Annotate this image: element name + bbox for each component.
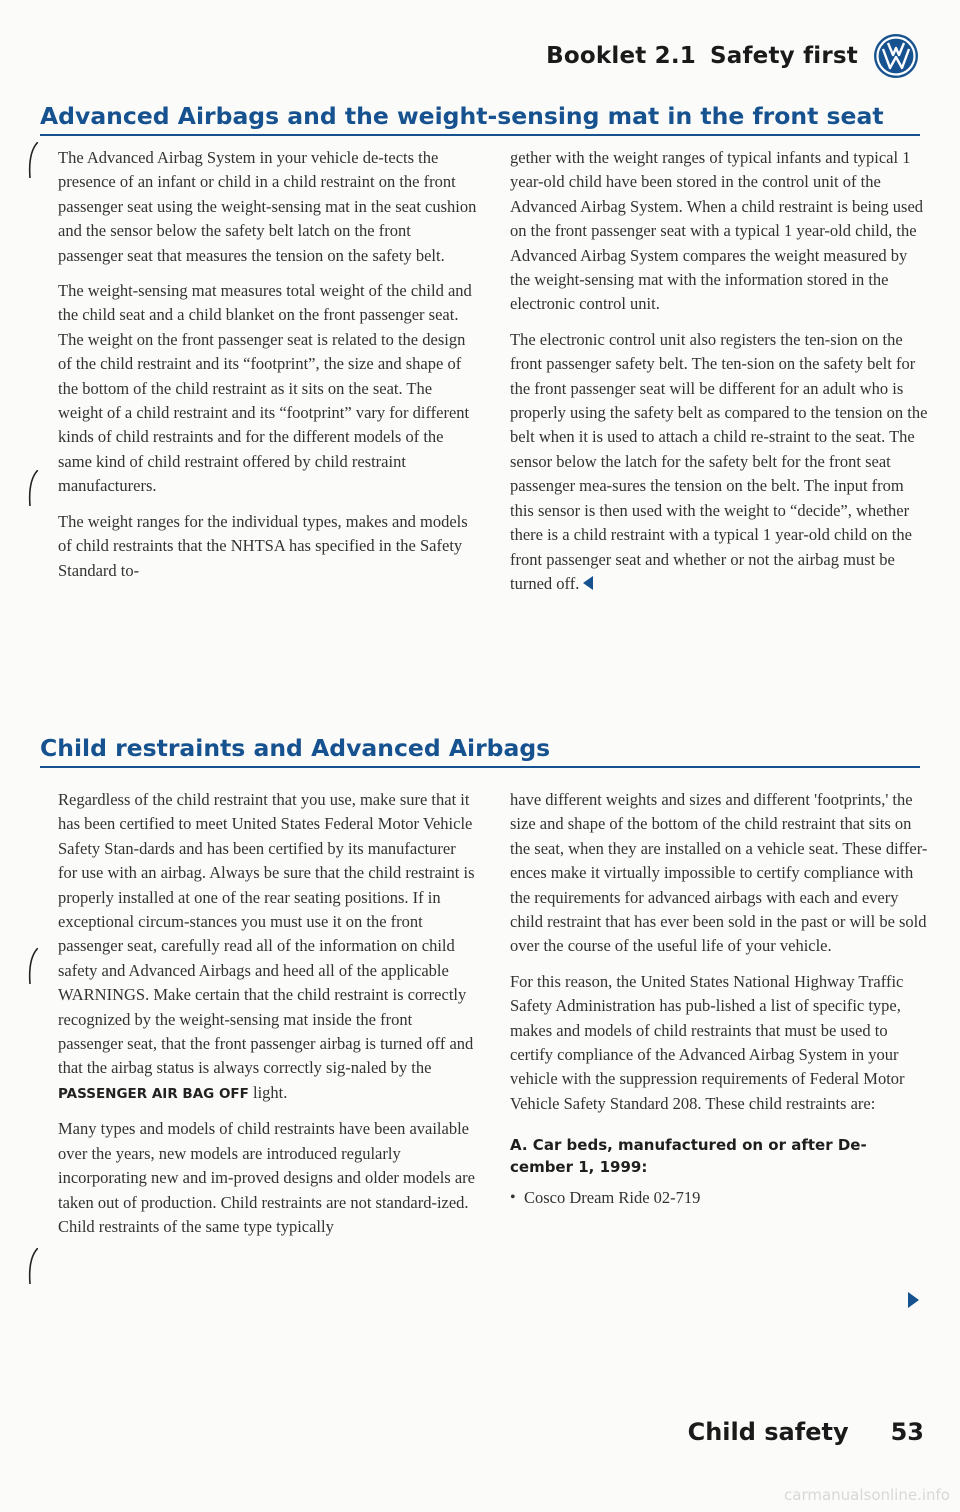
paragraph: The Advanced Airbag System in your vehicle de-tects the presence of an infant or child in a child restraint on the front passenger seat using the weight-sensing mat in the seat cushion and the sensor below the safety belt latch on the front passenger seat that measures the tension on the safety belt. (58, 148, 477, 265)
paragraph: Many types and models of child restraints have been available over the years, new models are introduced regularly incorporating new and im-proved designs and older models are taken out of production. Child restraints are not standard-ized. Child restraints of the same type typically (58, 1119, 475, 1236)
watermark: carmanualsonline.info (784, 1486, 950, 1504)
paragraph (58, 788, 478, 1106)
corner-mark-icon (28, 470, 38, 506)
section2-right-column (510, 788, 928, 1211)
vw-logo-icon (872, 32, 920, 80)
paragraph: gether with the weight ranges of typical infants and typical 1 year-old child have been stored in the control unit of the Advanced Airbag System. When a child restraint is being used on the front passenger seat with a typical 1 year-old child, the Advanced Airbag System compares the weight measured by the weight-sensing mat with the information stored in the electronic control unit. (510, 148, 924, 314)
section2-heading: Child restraints and Advanced Airbags (40, 734, 920, 768)
paragraph: The weight-sensing mat measures total weight of the child and the child seat and a child blanket on the front passenger seat. The weight on the front passenger seat is related to the design of the child restraint and its “footprint”, the size and shape of the bottom of the child restraint as it sits on the seat. The weight of a child restraint and its “footprint” vary for different kinds of child restraints and for the different models of the same kind of child restraint offered by child restraint manufacturers. (58, 281, 472, 496)
page-footer (688, 1418, 924, 1446)
corner-mark-icon (28, 1248, 38, 1284)
section1-left-column (58, 146, 478, 594)
paragraph: The weight ranges for the individual types, makes and models of child restraints that the NHTSA has specified in the Safety Standard to- (58, 511, 468, 580)
subheading-car-beds: A. Car beds, manufactured on or after De-cember 1, 1999: (510, 1136, 867, 1177)
corner-mark-icon (28, 142, 38, 178)
page-number: 53 (890, 1418, 924, 1446)
section1-heading: Advanced Airbags and the weight-sensing mat in the front seat (40, 102, 920, 136)
corner-mark-icon (28, 948, 38, 984)
paragraph-text: The electronic control unit also registers the ten-sion on the front passenger safety belt. The ten-sion on the safety belt for the front passenger seat will be different for an adult who is properly using the safety belt as compared to the tension on the belt when it is used to attach a child re-straint to the seat. The sensor below the latch for the safety belt for the front seat passenger mea-sures the tension on the belt. The input from this sensor is then used with the weight to “decide”, whether there is a child restraint with a typical 1 year-old child on the front passenger seat and whether or not the airbag must be turned off. (510, 329, 928, 593)
booklet-label: Booklet 2.1 (546, 43, 696, 69)
list-item (510, 1186, 928, 1210)
continue-arrow-icon (908, 1292, 919, 1308)
paragraph (510, 328, 928, 596)
end-of-section-icon (583, 576, 593, 590)
paragraph: have different weights and sizes and different 'footprints,' the size and shape of the bottom of the child restraint that sits on the seat, when they are installed on a vehicle seat. These differ-ences make it virtually impossible to certify compliance with the requirements for advanced airbags with each and every child restraint that has ever been sold in the past or will be sold over the course of the useful life of your vehicle. (510, 790, 928, 956)
paragraph-text: light. (253, 1082, 288, 1102)
page-header (546, 28, 920, 84)
bullet-icon: • (510, 1189, 516, 1207)
section2-left-column (58, 788, 478, 1250)
paragraph-text: Regardless of the child restraint that you use, make sure that it has been certified to meet United States Federal Motor Vehicle Safety Stan-dards and has been certified by its manufacturer for use with an airbag. Always be sure that the child restraint is properly installed at one of the rear seating positions. If in exceptional circum-stances you must use it on the front passenger seat, carefully read all of the information on child safety and Advanced Airbags and heed all of the applicable WARNINGS. Make certain that the child restraint is correctly recognized by the weight-sensing mat inside the front passenger seat, that the front passenger airbag is turned off and that the airbag status is always correctly sig-naled by the (58, 790, 475, 1078)
passenger-airbag-off-label: PASSENGER AIR BAG OFF (58, 1085, 249, 1102)
header-title: Safety first (709, 43, 858, 69)
list-item-text: Cosco Dream Ride 02-719 (524, 1188, 701, 1208)
section1-right-column (510, 146, 928, 607)
chapter-title: Child safety (687, 1418, 849, 1446)
paragraph: For this reason, the United States National Highway Traffic Safety Administration has pub-lished a list of specific type, makes and models of child restraints that must be used to certify compliance of the Advanced Airbag System in your vehicle with the suppression requirements of Federal Motor Vehicle Safety Standard 208. These child restraints are: (510, 971, 905, 1113)
